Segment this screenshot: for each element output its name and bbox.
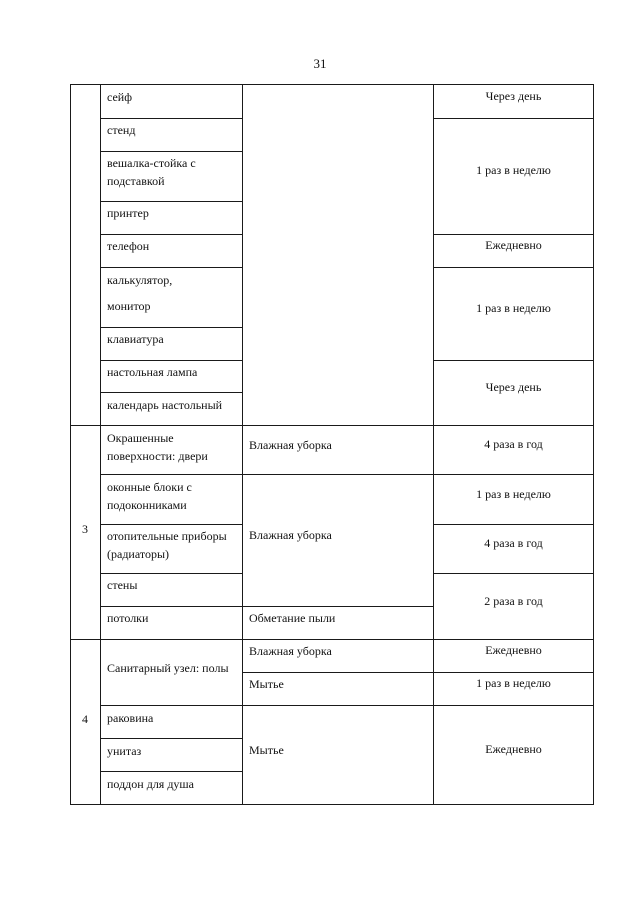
item-keyboard: клавиатура (107, 332, 164, 346)
table-border-bottom (70, 804, 594, 805)
method-dusting: Обметание пыли (249, 611, 336, 625)
item-restroom-floors: Санитарный узел: полы (107, 661, 229, 675)
table-border-left (70, 84, 71, 805)
frequency-value: 1 раз в неделю (476, 676, 551, 690)
item-calculator: калькулятор, (107, 273, 173, 287)
item-phone: телефон (107, 239, 150, 253)
item-radiators: отопительные приборы (радиаторы) (107, 529, 227, 561)
section-divider (70, 425, 594, 426)
section-divider (70, 639, 594, 640)
row-line (100, 524, 243, 525)
frequency-value: Через день (485, 89, 542, 103)
method-wet-cleaning: Влажная уборка (249, 438, 332, 452)
row-line (100, 738, 243, 739)
page-number: 31 (313, 56, 327, 71)
row-line (433, 234, 594, 235)
item-desk-calendar: календарь настольный (107, 398, 223, 412)
frequency-value: 1 раз в неделю (476, 163, 551, 177)
row-line (433, 118, 594, 119)
row-line (100, 573, 243, 574)
row-line (433, 267, 594, 268)
row-line (100, 118, 243, 119)
method-washing: Мытье (249, 743, 284, 757)
row-line (100, 606, 243, 607)
item-ceilings: потолки (107, 611, 149, 625)
item-sink: раковина (107, 711, 154, 725)
method-wet-cleaning: Влажная уборка (249, 528, 332, 542)
frequency-value: Ежедневно (485, 742, 542, 756)
row-line (433, 573, 594, 574)
row-line (100, 705, 243, 706)
row-line (100, 771, 243, 772)
row-line (242, 672, 434, 673)
row-line (433, 672, 594, 673)
item-painted-doors: Окрашенные поверхности: двери (107, 431, 208, 463)
item-desk-lamp: настольная лампа (107, 365, 198, 379)
row-line (433, 474, 594, 475)
frequency-value: 4 раза в год (484, 536, 543, 550)
item-monitor: монитор (107, 299, 151, 313)
table-border-top (70, 84, 594, 85)
row-line (242, 705, 434, 706)
item-coat-rack: вешалка-стойка с подставкой (107, 156, 196, 188)
row-line (100, 151, 243, 152)
table-border-right (593, 84, 594, 805)
item-stand: стенд (107, 123, 136, 137)
row-line (100, 474, 243, 475)
item-windows: оконные блоки с подоконниками (107, 480, 192, 512)
row-line (100, 392, 243, 393)
frequency-value: 1 раз в неделю (476, 487, 551, 501)
row-line (433, 705, 594, 706)
item-printer: принтер (107, 206, 149, 220)
row-line (100, 360, 243, 361)
item-shower-tray: поддон для душа (107, 777, 194, 791)
cleaning-schedule-table (70, 84, 594, 805)
row-number: 3 (82, 522, 88, 536)
row-line (242, 606, 434, 607)
row-number: 4 (82, 712, 88, 726)
method-wet-cleaning: Влажная уборка (249, 644, 332, 658)
frequency-value: 1 раз в неделю (476, 301, 551, 315)
frequency-value: Ежедневно (485, 238, 542, 252)
row-line (100, 201, 243, 202)
frequency-value: 2 раза в год (484, 594, 543, 608)
row-line (100, 327, 243, 328)
row-line (433, 360, 594, 361)
row-line (242, 474, 434, 475)
row-line (100, 267, 243, 268)
item-toilet: унитаз (107, 744, 142, 758)
method-washing: Мытье (249, 677, 284, 691)
row-line (433, 524, 594, 525)
item-safe: сейф (107, 90, 132, 104)
frequency-value: 4 раза в год (484, 437, 543, 451)
item-walls: стены (107, 578, 138, 592)
frequency-value: Ежедневно (485, 643, 542, 657)
frequency-value: Через день (485, 380, 542, 394)
row-line (100, 234, 243, 235)
